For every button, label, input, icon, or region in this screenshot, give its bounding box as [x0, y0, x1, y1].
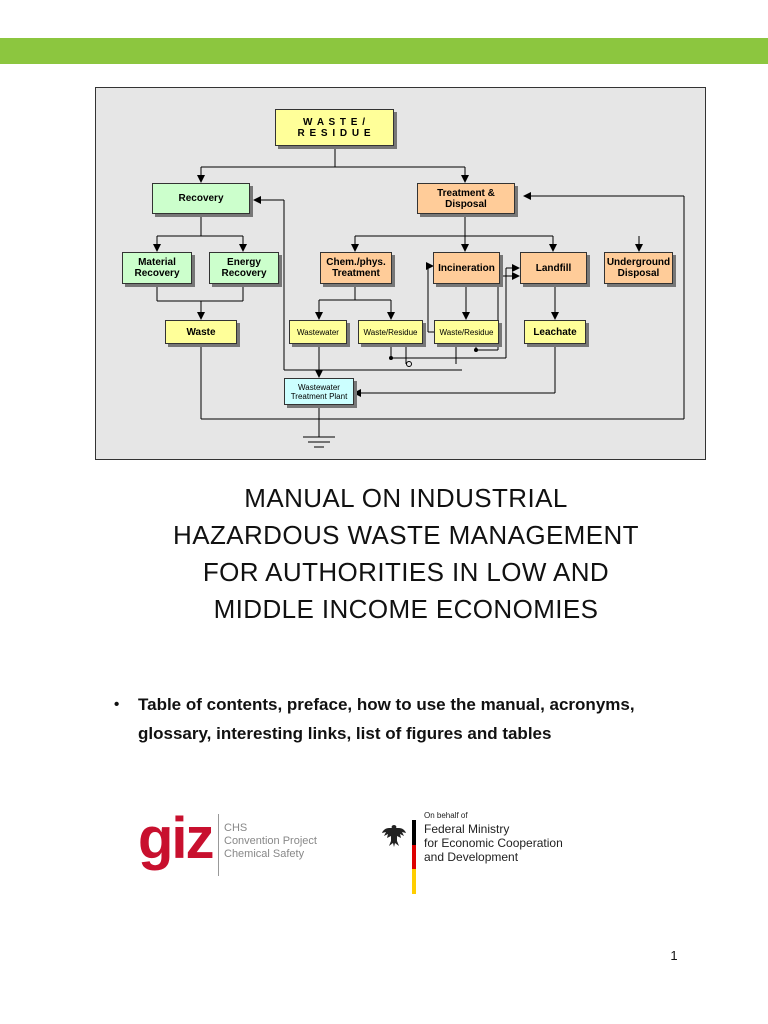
bullet-icon: • [114, 696, 120, 713]
node-energy-recovery: Energy Recovery [209, 252, 279, 284]
giz-text-line: Convention Project [224, 835, 317, 847]
waste-management-diagram [95, 87, 706, 460]
node-incineration: Incineration [433, 252, 500, 284]
bmz-logo [378, 810, 578, 894]
giz-text-line: Chemical Safety [224, 848, 305, 860]
ministry-name-line: and Development [424, 850, 519, 864]
giz-project-text [224, 822, 317, 861]
german-flag-stripe [412, 820, 416, 894]
node-wastewater: Wastewater [289, 320, 347, 344]
node-waste-residue-2: Waste/Residue [434, 320, 499, 344]
ministry-name-line: Federal Ministry [424, 822, 510, 836]
ministry-name-line: for Economic Cooperation [424, 836, 563, 850]
title-line: MANUAL ON INDUSTRIAL [244, 483, 568, 513]
node-chem-phys-treatment: Chem./phys. Treatment [320, 252, 392, 284]
node-wastewater-treatment-plant: Wastewater Treatment Plant [284, 378, 354, 405]
ministry-name [424, 822, 563, 864]
title-line: FOR AUTHORITIES IN LOW AND [202, 557, 610, 587]
logo-divider [218, 814, 219, 876]
giz-text-line: CHS [224, 822, 248, 834]
node-waste-residue-1: Waste/Residue [358, 320, 423, 344]
giz-wordmark: giz [138, 806, 213, 871]
node-waste: Waste [165, 320, 237, 344]
node-material-recovery: Material Recovery [122, 252, 192, 284]
title-line: MIDDLE INCOME ECONOMIES [213, 594, 599, 624]
on-behalf-label: On behalf of [424, 811, 468, 820]
bullet-text: Table of contents, preface, how to use the manual, acronyms, glossary, interesting links, list of figures and tables [138, 695, 635, 743]
giz-logo [138, 806, 338, 878]
top-accent-bar [0, 38, 768, 64]
node-leachate: Leachate [524, 320, 586, 344]
node-waste-residue: W A S T E / R E S I D U E [275, 109, 394, 146]
eagle-icon [380, 822, 408, 850]
node-treatment-disposal: Treatment & Disposal [417, 183, 515, 214]
node-landfill: Landfill [520, 252, 587, 284]
node-underground-disposal: Underground Disposal [604, 252, 673, 284]
node-recovery: Recovery [152, 183, 250, 214]
bmz-text [424, 810, 563, 864]
document-title [100, 480, 712, 628]
title-line: HAZARDOUS WASTE MANAGEMENT [173, 520, 639, 550]
page-number: 1 [670, 948, 678, 963]
